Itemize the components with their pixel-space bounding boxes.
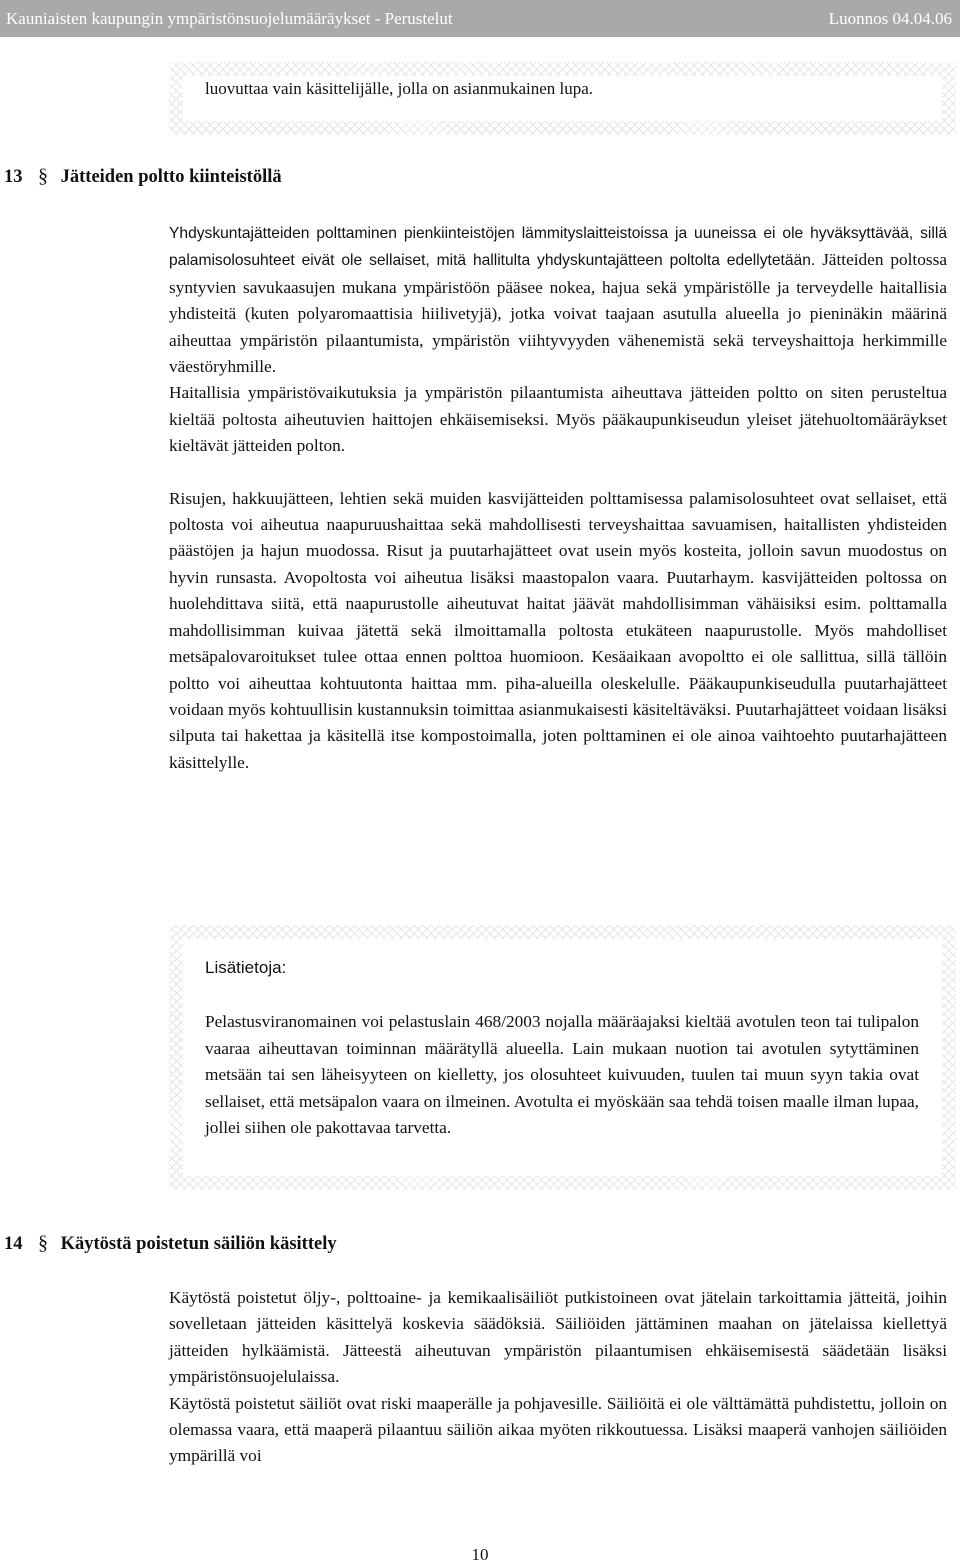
section-symbol: § <box>38 1232 48 1254</box>
info-box-text: Pelastusviranomainen voi pelastuslain 468/2003 nojalla määräajaksi kieltää avotulen teon tai tulipalon vaaraa aiheuttavan toiminnan määrätyllä alueella. Lain mukaan nuotion tai avotulen sytyttäminen metsään tai sen läheisyyteen on kielletty, jos olosuhteet kuivuuden, tuulen tai muun syyn takia ovat sellaiset, että metsäpalon vaara on ilmeinen. Avotulta ei myöskään saa tehdä toisen maalle ilman lupaa, jollei siihen ole pakottavaa tarvetta. <box>205 1012 919 1138</box>
paragraph: Käytöstä poistetut öljy-, polttoaine- ja kemikaalisäiliöt putkistoineen ovat jätelain tarkoittamia jätteitä, joihin sovelletaan jätteiden käsittelyä koskevia säädöksiä. Säiliöiden jättäminen maahan on jätelaissa kiellettyä jätteiden hylkäämistä. Jätteestä aiheutuvan ympäristön pilaantumisen ehkäisemisestä säädetään lisäksi ympäristönsuojelulaissa. <box>169 1288 947 1387</box>
paragraph-rest: Jätteiden poltossa syntyvien savukaasujen mukana ympäristöön pääsee nokea, hajua sekä ympäristölle ja terveydelle haitallisia yhdisteitä (kuten polyaromaattisia hiilivetyjä), jotka voivat taajaan asutulla alueella jo pieninäkin määrinä aiheuttaa ympäristön pilaantumista, ympäristön viihtyvyyden vähenemistä sekä terveyshaittoja herkimmille väestöryhmille. <box>169 250 947 377</box>
document-title: Kauniaisten kaupungin ympäristönsuojelumääräykset - Perustelut <box>6 9 453 28</box>
section-number: 14 <box>4 1234 23 1254</box>
draft-status: Luonnos 04.04.06 <box>828 9 952 28</box>
section-symbol: § <box>38 165 48 187</box>
paragraph: Haitallisia ympäristövaikutuksia ja ympäristön pilaantumista aiheuttava jätteiden poltto on siten perusteltua kieltää poltosta aiheutuvien haittojen ehkäisemiseksi. Myös pääkaupunkiseudun yleiset jätehuoltomääräykset kieltävät jätteiden polton. <box>169 383 947 456</box>
page-number: 10 <box>471 1545 489 1564</box>
section-14-heading <box>4 1232 337 1255</box>
paragraph: Käytöstä poistetut säiliöt ovat riski maaperälle ja pohjavesille. Säiliöitä ei ole välttämättä puhdistettu, jolloin on olemassa vaara, että maaperä pilaantuu säiliön aikaa myöten rikkoutuessa. Lisäksi maaperä vanhojen säiliöiden ympärillä voi <box>169 1393 947 1466</box>
section-14-body <box>169 1285 947 1470</box>
paragraph: Risujen, hakkuujätteen, lehtien sekä muiden kasvijätteiden polttamisessa palamisolosuhteet ovat sellaiset, että poltosta voi aiheutua naapuruushaittaa sekä mahdollisesti terveyshaittaa savuamisen, haitallisten yhdisteiden päästöjen ja hajun muodossa. Risut ja puutarhajätteet ovat usein myös kosteita, jolloin savun muodostus on hyvin runsasta. Avopoltosta voi aiheutua lisäksi maastopalon vaara. Puutarhaym. kasvijätteiden poltossa on huolehdittava siitä, että naapurustolle aiheutuvat haitat jäävät mahdollisimman vähäisiksi esim. polttamalla mahdollisimman kuivaa jätettä sekä ilmoittamalla poltosta etukäteen naapurustolle. Myös mahdolliset metsäpalovaroitukset tulee ottaa ennen polttoa huomioon. Kesäaikaan avopoltto ei ole sallittua, sillä tällöin poltto voi aiheuttaa kohtuutonta haittaa mm. piha-alueilla oleskelulle. Pääkaupunkiseudulla puutarhajätteet voidaan myös kohtuullisin kustannuksin toimittaa asianmukaisesti käsiteltäväksi. Puutarhajätteet voidaan lisäksi silputa tai hakettaa ja käsitellä itse kompostoimalla, joten polttaminen ei ole ainoa vaihtoehto puutarhajätteen käsittelylle. <box>169 488 947 772</box>
page-header <box>0 0 960 37</box>
info-box-title: Lisätietoja: <box>205 958 287 977</box>
section-title: Käytöstä poistetun säiliön käsittely <box>60 1234 337 1254</box>
paragraph-lead: Yhdyskuntajätteiden polttaminen pienkiinteistöjen lämmityslaitteistoissa ja uuneissa ei ole hyväksyttävää, sillä palamisolosuhteet eivät ole sellaiset, mitä hallitulta yhdyskuntajätteen poltolta edellytetään. <box>169 225 947 270</box>
section-number: 13 <box>4 167 23 187</box>
paragraph <box>169 220 947 380</box>
section-13-heading <box>4 165 282 188</box>
top-box-text: luovuttaa vain käsittelijälle, jolla on asianmukainen lupa. <box>205 79 594 98</box>
section-title: Jätteiden poltto kiinteistöllä <box>60 167 282 187</box>
section-13-body <box>169 220 947 776</box>
